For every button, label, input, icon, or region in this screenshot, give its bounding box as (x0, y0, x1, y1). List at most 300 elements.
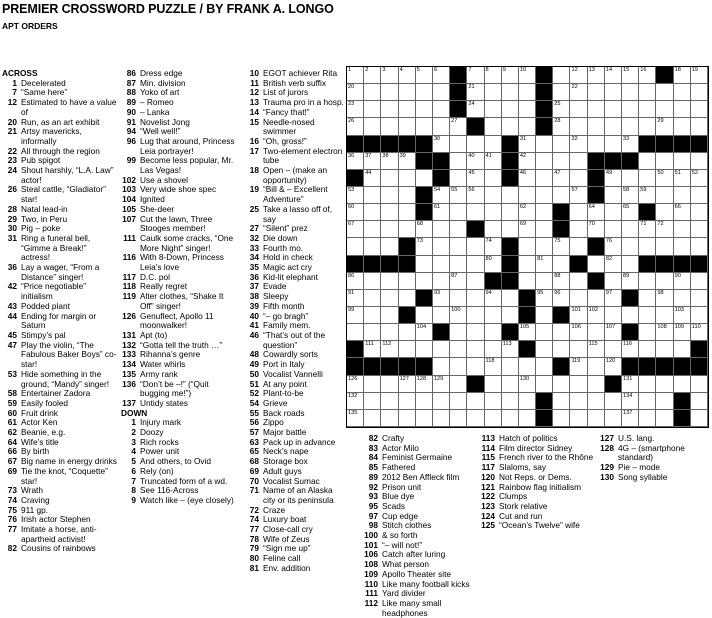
grid-cell[interactable] (450, 307, 467, 324)
grid-cell[interactable] (347, 187, 364, 204)
grid-cell[interactable] (467, 358, 484, 375)
grid-cell[interactable] (450, 170, 467, 187)
grid-cell[interactable] (467, 170, 484, 187)
grid-cell[interactable] (570, 118, 587, 135)
grid-cell[interactable] (433, 256, 450, 273)
grid-cell[interactable] (416, 221, 433, 238)
grid-cell[interactable] (588, 118, 605, 135)
grid-cell[interactable] (502, 307, 519, 324)
grid-cell[interactable] (416, 118, 433, 135)
grid-cell[interactable] (381, 238, 398, 255)
grid-cell[interactable] (433, 118, 450, 135)
grid-cell[interactable] (416, 256, 433, 273)
grid-cell[interactable] (347, 273, 364, 290)
grid-cell[interactable] (399, 290, 416, 307)
grid-cell[interactable] (519, 170, 536, 187)
grid-cell[interactable] (485, 187, 502, 204)
grid-cell[interactable] (416, 376, 433, 393)
grid-cell[interactable] (381, 118, 398, 135)
grid-cell[interactable] (381, 204, 398, 221)
grid-cell[interactable] (622, 101, 639, 118)
grid-cell[interactable] (399, 273, 416, 290)
grid-cell[interactable] (622, 273, 639, 290)
grid-cell[interactable] (656, 307, 673, 324)
grid-cell[interactable] (605, 67, 622, 84)
grid-cell[interactable] (588, 410, 605, 427)
grid-cell[interactable] (622, 238, 639, 255)
grid-cell[interactable] (399, 101, 416, 118)
grid-cell[interactable] (639, 238, 656, 255)
grid-cell[interactable] (485, 238, 502, 255)
grid-cell[interactable] (605, 358, 622, 375)
grid-cell[interactable] (605, 204, 622, 221)
grid-cell[interactable] (364, 67, 381, 84)
grid-cell[interactable] (588, 290, 605, 307)
grid-cell[interactable] (381, 273, 398, 290)
grid-cell[interactable] (674, 84, 691, 101)
grid-cell[interactable] (416, 238, 433, 255)
grid-cell[interactable] (450, 238, 467, 255)
grid-cell[interactable] (381, 170, 398, 187)
grid-cell[interactable] (450, 324, 467, 341)
grid-cell[interactable] (450, 118, 467, 135)
grid-cell[interactable] (605, 238, 622, 255)
grid-cell[interactable] (691, 307, 708, 324)
grid-cell[interactable] (570, 376, 587, 393)
grid-cell[interactable] (433, 204, 450, 221)
grid-cell[interactable] (485, 136, 502, 153)
grid-cell[interactable] (639, 324, 656, 341)
grid-cell[interactable] (622, 170, 639, 187)
grid-cell[interactable] (347, 324, 364, 341)
grid-cell[interactable] (622, 187, 639, 204)
grid-cell[interactable] (605, 341, 622, 358)
grid-cell[interactable] (381, 153, 398, 170)
grid-cell[interactable] (381, 307, 398, 324)
grid-cell[interactable] (570, 238, 587, 255)
grid-cell[interactable] (433, 221, 450, 238)
grid-cell[interactable] (467, 204, 484, 221)
grid-cell[interactable] (570, 410, 587, 427)
grid-cell[interactable] (399, 204, 416, 221)
grid-cell[interactable] (536, 341, 553, 358)
grid-cell[interactable] (519, 410, 536, 427)
grid-cell[interactable] (605, 393, 622, 410)
grid-cell[interactable] (364, 307, 381, 324)
grid-cell[interactable] (347, 376, 364, 393)
grid-cell[interactable] (536, 290, 553, 307)
grid-cell[interactable] (467, 410, 484, 427)
grid-cell[interactable] (691, 170, 708, 187)
grid-cell[interactable] (691, 101, 708, 118)
grid-cell[interactable] (570, 67, 587, 84)
grid-cell[interactable] (605, 136, 622, 153)
grid-cell[interactable] (433, 290, 450, 307)
grid-cell[interactable] (485, 376, 502, 393)
grid-cell[interactable] (570, 221, 587, 238)
grid-cell[interactable] (364, 238, 381, 255)
grid-cell[interactable] (674, 204, 691, 221)
grid-cell[interactable] (399, 410, 416, 427)
grid-cell[interactable] (553, 410, 570, 427)
grid-cell[interactable] (381, 221, 398, 238)
grid-cell[interactable] (570, 170, 587, 187)
grid-cell[interactable] (691, 67, 708, 84)
grid-cell[interactable] (588, 101, 605, 118)
grid-cell[interactable] (450, 136, 467, 153)
grid-cell[interactable] (364, 221, 381, 238)
grid-cell[interactable] (691, 324, 708, 341)
grid-cell[interactable] (536, 376, 553, 393)
grid-cell[interactable] (364, 290, 381, 307)
grid-cell[interactable] (502, 410, 519, 427)
grid-cell[interactable] (485, 324, 502, 341)
grid-cell[interactable] (519, 136, 536, 153)
grid-cell[interactable] (656, 84, 673, 101)
grid-cell[interactable] (364, 84, 381, 101)
grid-cell[interactable] (502, 341, 519, 358)
grid-cell[interactable] (364, 410, 381, 427)
grid-cell[interactable] (622, 136, 639, 153)
grid-cell[interactable] (536, 358, 553, 375)
grid-cell[interactable] (553, 118, 570, 135)
grid-cell[interactable] (536, 324, 553, 341)
grid-cell[interactable] (467, 153, 484, 170)
grid-cell[interactable] (656, 290, 673, 307)
grid-cell[interactable] (570, 324, 587, 341)
grid-cell[interactable] (485, 341, 502, 358)
grid-cell[interactable] (467, 101, 484, 118)
grid-cell[interactable] (691, 290, 708, 307)
grid-cell[interactable] (485, 307, 502, 324)
grid-cell[interactable] (364, 118, 381, 135)
grid-cell[interactable] (347, 221, 364, 238)
grid-cell[interactable] (674, 118, 691, 135)
grid-cell[interactable] (536, 170, 553, 187)
grid-cell[interactable] (536, 256, 553, 273)
grid-cell[interactable] (416, 341, 433, 358)
grid-cell[interactable] (485, 118, 502, 135)
grid-cell[interactable] (519, 256, 536, 273)
grid-cell[interactable] (588, 376, 605, 393)
grid-cell[interactable] (416, 101, 433, 118)
grid-cell[interactable] (347, 238, 364, 255)
grid-cell[interactable] (399, 153, 416, 170)
grid-cell[interactable] (450, 290, 467, 307)
grid-cell[interactable] (639, 170, 656, 187)
grid-cell[interactable] (433, 376, 450, 393)
grid-cell[interactable] (519, 221, 536, 238)
grid-cell[interactable] (502, 84, 519, 101)
grid-cell[interactable] (347, 307, 364, 324)
grid-cell[interactable] (485, 221, 502, 238)
grid-cell[interactable] (570, 187, 587, 204)
grid-cell[interactable] (553, 187, 570, 204)
grid-cell[interactable] (605, 324, 622, 341)
grid-cell[interactable] (450, 341, 467, 358)
grid-cell[interactable] (433, 358, 450, 375)
grid-cell[interactable] (553, 238, 570, 255)
grid-cell[interactable] (450, 204, 467, 221)
grid-cell[interactable] (416, 393, 433, 410)
grid-cell[interactable] (485, 170, 502, 187)
grid-cell[interactable] (450, 393, 467, 410)
grid-cell[interactable] (691, 273, 708, 290)
grid-cell[interactable] (605, 410, 622, 427)
grid-cell[interactable] (450, 256, 467, 273)
grid-cell[interactable] (605, 307, 622, 324)
grid-cell[interactable] (622, 256, 639, 273)
grid-cell[interactable] (605, 290, 622, 307)
grid-cell[interactable] (347, 204, 364, 221)
grid-cell[interactable] (485, 153, 502, 170)
grid-cell[interactable] (588, 204, 605, 221)
grid-cell[interactable] (553, 153, 570, 170)
grid-cell[interactable] (570, 84, 587, 101)
grid-cell[interactable] (570, 307, 587, 324)
grid-cell[interactable] (416, 307, 433, 324)
grid-cell[interactable] (485, 204, 502, 221)
grid-cell[interactable] (588, 393, 605, 410)
grid-cell[interactable] (553, 170, 570, 187)
grid-cell[interactable] (656, 204, 673, 221)
grid-cell[interactable] (433, 273, 450, 290)
grid-cell[interactable] (416, 273, 433, 290)
grid-cell[interactable] (656, 341, 673, 358)
grid-cell[interactable] (519, 101, 536, 118)
grid-cell[interactable] (399, 118, 416, 135)
grid-cell[interactable] (674, 170, 691, 187)
grid-cell[interactable] (691, 376, 708, 393)
grid-cell[interactable] (399, 67, 416, 84)
grid-cell[interactable] (399, 221, 416, 238)
grid-cell[interactable] (553, 290, 570, 307)
grid-cell[interactable] (502, 101, 519, 118)
grid-cell[interactable] (691, 84, 708, 101)
grid-cell[interactable] (536, 221, 553, 238)
grid-cell[interactable] (467, 84, 484, 101)
grid-cell[interactable] (519, 84, 536, 101)
grid-cell[interactable] (691, 393, 708, 410)
grid-cell[interactable] (656, 376, 673, 393)
grid-cell[interactable] (605, 101, 622, 118)
grid-cell[interactable] (691, 204, 708, 221)
grid-cell[interactable] (502, 358, 519, 375)
grid-cell[interactable] (674, 290, 691, 307)
grid-cell[interactable] (588, 324, 605, 341)
grid-cell[interactable] (467, 290, 484, 307)
grid-cell[interactable] (639, 84, 656, 101)
grid-cell[interactable] (639, 307, 656, 324)
grid-cell[interactable] (639, 118, 656, 135)
grid-cell[interactable] (674, 101, 691, 118)
grid-cell[interactable] (485, 410, 502, 427)
grid-cell[interactable] (588, 358, 605, 375)
grid-cell[interactable] (416, 67, 433, 84)
grid-cell[interactable] (519, 153, 536, 170)
grid-cell[interactable] (536, 204, 553, 221)
grid-cell[interactable] (399, 324, 416, 341)
grid-cell[interactable] (347, 84, 364, 101)
grid-cell[interactable] (364, 101, 381, 118)
grid-cell[interactable] (691, 118, 708, 135)
grid-cell[interactable] (622, 118, 639, 135)
grid-cell[interactable] (674, 221, 691, 238)
grid-cell[interactable] (347, 118, 364, 135)
grid-cell[interactable] (639, 410, 656, 427)
grid-cell[interactable] (536, 136, 553, 153)
grid-cell[interactable] (450, 221, 467, 238)
grid-cell[interactable] (502, 67, 519, 84)
grid-cell[interactable] (656, 101, 673, 118)
grid-cell[interactable] (674, 341, 691, 358)
grid-cell[interactable] (656, 187, 673, 204)
grid-cell[interactable] (674, 376, 691, 393)
grid-cell[interactable] (381, 187, 398, 204)
grid-cell[interactable] (364, 187, 381, 204)
grid-cell[interactable] (416, 170, 433, 187)
grid-cell[interactable] (519, 118, 536, 135)
grid-cell[interactable] (450, 376, 467, 393)
grid-cell[interactable] (622, 84, 639, 101)
grid-cell[interactable] (553, 67, 570, 84)
grid-cell[interactable] (347, 410, 364, 427)
grid-cell[interactable] (502, 221, 519, 238)
grid-cell[interactable] (588, 67, 605, 84)
grid-cell[interactable] (674, 187, 691, 204)
grid-cell[interactable] (502, 187, 519, 204)
grid-cell[interactable] (364, 153, 381, 170)
grid-cell[interactable] (570, 273, 587, 290)
grid-cell[interactable] (502, 204, 519, 221)
grid-cell[interactable] (467, 238, 484, 255)
grid-cell[interactable] (485, 256, 502, 273)
grid-cell[interactable] (381, 341, 398, 358)
grid-cell[interactable] (691, 221, 708, 238)
grid-cell[interactable] (519, 324, 536, 341)
grid-cell[interactable] (639, 273, 656, 290)
grid-cell[interactable] (553, 101, 570, 118)
grid-cell[interactable] (639, 67, 656, 84)
grid-cell[interactable] (399, 84, 416, 101)
grid-cell[interactable] (588, 256, 605, 273)
grid-cell[interactable] (588, 307, 605, 324)
grid-cell[interactable] (622, 376, 639, 393)
grid-cell[interactable] (553, 393, 570, 410)
grid-cell[interactable] (399, 341, 416, 358)
grid-cell[interactable] (553, 376, 570, 393)
grid-cell[interactable] (656, 221, 673, 238)
grid-cell[interactable] (691, 238, 708, 255)
grid-cell[interactable] (674, 273, 691, 290)
grid-cell[interactable] (553, 324, 570, 341)
grid-cell[interactable] (639, 376, 656, 393)
grid-cell[interactable] (450, 187, 467, 204)
grid-cell[interactable] (433, 101, 450, 118)
grid-cell[interactable] (570, 153, 587, 170)
grid-cell[interactable] (674, 307, 691, 324)
grid-cell[interactable] (433, 341, 450, 358)
grid-cell[interactable] (691, 410, 708, 427)
grid-cell[interactable] (433, 136, 450, 153)
grid-cell[interactable] (605, 187, 622, 204)
grid-cell[interactable] (519, 187, 536, 204)
grid-cell[interactable] (622, 67, 639, 84)
grid-cell[interactable] (605, 221, 622, 238)
grid-cell[interactable] (588, 221, 605, 238)
grid-cell[interactable] (519, 204, 536, 221)
grid-cell[interactable] (502, 118, 519, 135)
grid-cell[interactable] (381, 67, 398, 84)
grid-cell[interactable] (605, 84, 622, 101)
grid-cell[interactable] (467, 67, 484, 84)
grid-cell[interactable] (502, 376, 519, 393)
grid-cell[interactable] (450, 153, 467, 170)
grid-cell[interactable] (467, 187, 484, 204)
grid-cell[interactable] (570, 136, 587, 153)
grid-cell[interactable] (433, 393, 450, 410)
grid-cell[interactable] (364, 324, 381, 341)
grid-cell[interactable] (364, 204, 381, 221)
grid-cell[interactable] (450, 410, 467, 427)
grid-cell[interactable] (467, 324, 484, 341)
grid-cell[interactable] (656, 273, 673, 290)
grid-cell[interactable] (416, 410, 433, 427)
grid-cell[interactable] (656, 118, 673, 135)
grid-cell[interactable] (639, 221, 656, 238)
grid-cell[interactable] (691, 187, 708, 204)
grid-cell[interactable] (485, 393, 502, 410)
grid-cell[interactable] (656, 153, 673, 170)
grid-cell[interactable] (364, 170, 381, 187)
grid-cell[interactable] (347, 153, 364, 170)
grid-cell[interactable] (450, 273, 467, 290)
grid-cell[interactable] (433, 84, 450, 101)
grid-cell[interactable] (605, 170, 622, 187)
grid-cell[interactable] (502, 290, 519, 307)
grid-cell[interactable] (381, 290, 398, 307)
grid-cell[interactable] (639, 101, 656, 118)
grid-cell[interactable] (656, 238, 673, 255)
grid-cell[interactable] (364, 341, 381, 358)
grid-cell[interactable] (639, 153, 656, 170)
grid-cell[interactable] (433, 307, 450, 324)
grid-cell[interactable] (536, 307, 553, 324)
grid-cell[interactable] (536, 273, 553, 290)
grid-cell[interactable] (622, 341, 639, 358)
grid-cell[interactable] (364, 393, 381, 410)
grid-cell[interactable] (347, 290, 364, 307)
grid-cell[interactable] (639, 290, 656, 307)
grid-cell[interactable] (656, 324, 673, 341)
grid-cell[interactable] (570, 393, 587, 410)
grid-cell[interactable] (485, 290, 502, 307)
grid-cell[interactable] (485, 84, 502, 101)
grid-cell[interactable] (381, 376, 398, 393)
grid-cell[interactable] (570, 204, 587, 221)
grid-cell[interactable] (381, 84, 398, 101)
grid-cell[interactable] (519, 393, 536, 410)
grid-cell[interactable] (570, 101, 587, 118)
grid-cell[interactable] (399, 170, 416, 187)
grid-cell[interactable] (674, 67, 691, 84)
grid-cell[interactable] (570, 290, 587, 307)
grid-cell[interactable] (674, 238, 691, 255)
grid-cell[interactable] (553, 273, 570, 290)
grid-cell[interactable] (519, 273, 536, 290)
grid-cell[interactable] (433, 238, 450, 255)
grid-cell[interactable] (553, 84, 570, 101)
